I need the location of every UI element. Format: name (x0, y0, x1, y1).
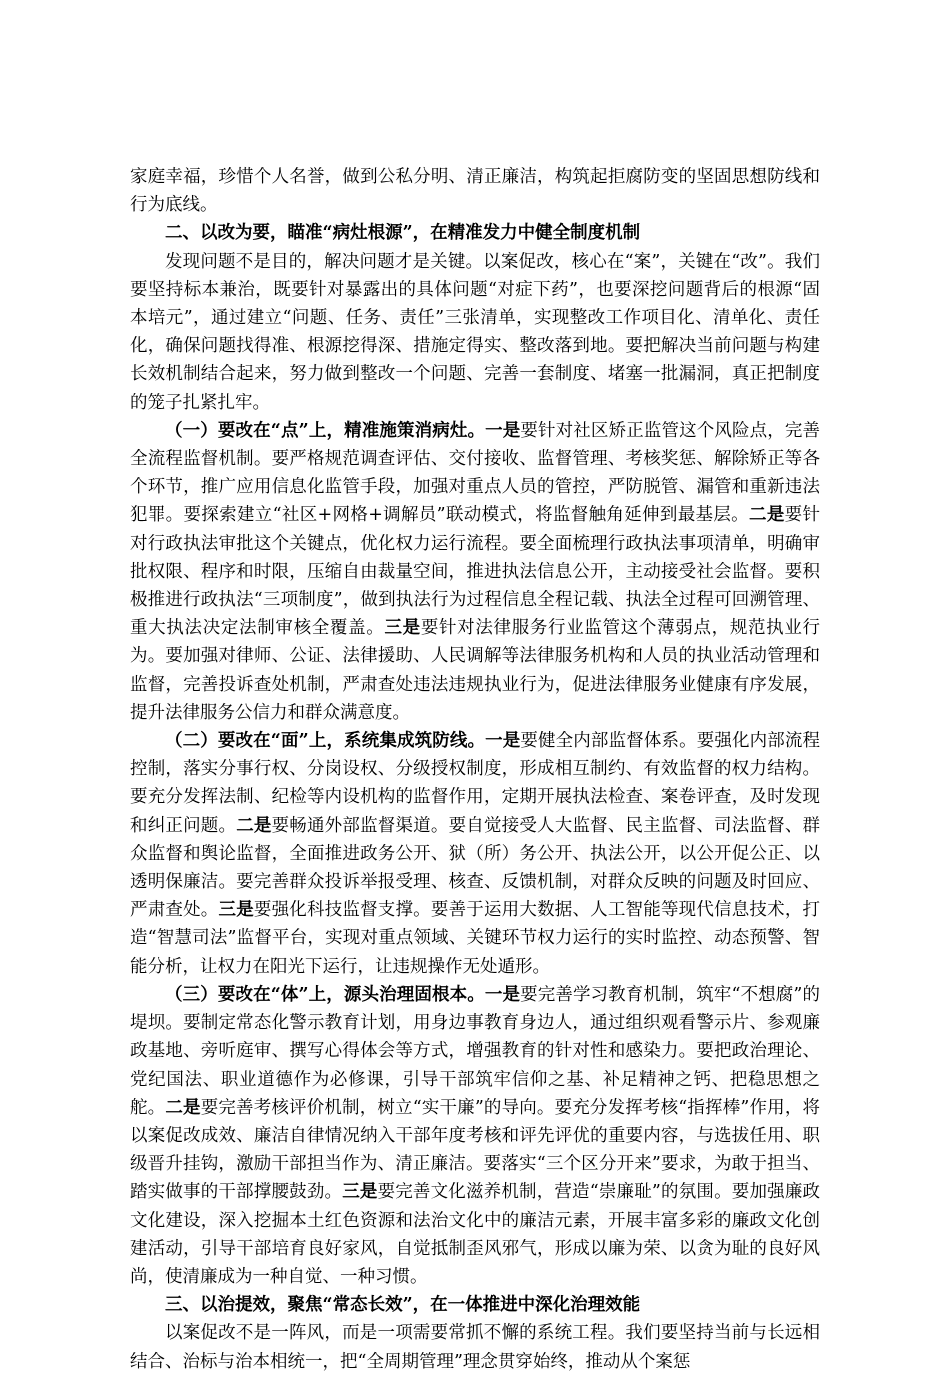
subsection-3 (130, 981, 820, 1291)
point-marker: 二是 (236, 815, 272, 836)
point-text: 要完善文化滋养机制，营造“崇廉耻”的氛围。要加强廉政文化建设，深入挖掘本土红色资源和法治文化中的廉洁元素，开展丰富多彩的廉政文化创建活动，引导干部培育良好家风，自觉抵制歪风邪气，形成以廉为荣、以贪为耻的良好风尚，使清廉成为一种自觉、一种习惯。 (130, 1182, 821, 1287)
point-text: 要针对社区矫正监管这个风险点，完善全流程监督机制。要严格规范调查评估、交付接收、监督管理、考核奖惩、解除矫正等各个环节，推广应用信息化监管手段，加强对重点人员的管控，严防脱管、漏管和重新违法犯罪。要探索建立“社区+网格+调解员”联动模式，将监督触角延伸到最基层。 (130, 420, 821, 526)
point-text: 要针对法律服务行业监管这个薄弱点，规范执业行为。要加强对律师、公证、法律援助、人民调解等法律服务机构和人员的执业活动管理和监督，完善投诉查处机制，严肃查处违法违规执业行为，促进法律服务业健康有序发展，提升法律服务公信力和群众满意度。 (130, 618, 821, 723)
continuation-paragraph: 家庭幸福，珍惜个人名誉，做到公私分明、清正廉洁，构筑起拒腐防变的坚固思想防线和行为底线。 (130, 167, 820, 216)
point-text: 要完善学习教育机制，筑牢“不想腐”的堤坝。要制定常态化警示教育计划，用身边事教育身边人，通过组织观看警示片、参观廉政基地、旁听庭审、撰写心得体会等方式，增强教育的针对性和感染力。要把政治理论、党纪国法、职业道德作为必修课，引导干部筑牢信仰之基、补足精神之钙、把稳思想之舵。 (130, 984, 820, 1118)
point-text: 要畅通外部监督渠道。要自觉接受人大监督、民主监督、司法监督、群众监督和舆论监督，全面推进政务公开、狱（所）务公开、执法公开，以公开促公正、以透明保廉洁。要完善群众投诉举报受理、核查、反馈机制，对群众反映的问题及时回应、严肃查处。 (130, 815, 821, 921)
point-marker: 一是 (485, 420, 521, 441)
subsection-1 (130, 417, 820, 727)
point-marker: 二是 (749, 505, 785, 526)
point-marker: 三是 (384, 618, 421, 639)
section-2-intro: 发现问题不是目的，解决问题才是关键。以案促改，核心在“案”，关键在“改”。我们要坚持标本兼治，既要针对暴露出的具体问题“对症下药”，也要深挖问题背后的根源“固本培元”，通过建立“问题、任务、责任”三张清单，实现整改工作项目化、清单化、责任化，确保问题找得准、根源挖得深、措施定得实、整改落到地。要把解决当前问题与构建长效机制结合起来，努力做到整改一个问题、完善一套制度、堵塞一批漏洞，真正把制度的笼子扎紧扎牢。 (130, 251, 820, 413)
subsection-2 (130, 727, 820, 981)
point-text: 要完善考核评价机制，树立“实干廉”的导向。要充分发挥考核“指挥棒”作用，将以案促改成效、廉洁自律情况纳入干部年度考核和评先评优的重要内容，与选拔任用、职级晋升挂钩，激励干部担当作为、清正廉洁。要落实“三个区分开来”要求，为敢于担当、踏实做事的干部撑腰鼓劲。 (130, 1097, 821, 1203)
subsection-1-heading: （一）要改在“点”上，精准施策消病灶。 (165, 420, 486, 441)
point-marker: 三是 (342, 1182, 378, 1203)
point-marker: 一是 (485, 731, 521, 752)
point-text: 要针对行政执法审批这个关键点，优化权力运行流程。要全面梳理行政执法事项清单，明确审批权限、程序和时限，压缩自由裁量空间，推进执法信息公开，主动接受社会监督。要积极推进行政执法“三项制度”，做到执法行为过程信息全程记载、执法全过程可回溯管理、重大执法决定法制审核全覆盖。 (130, 505, 820, 639)
point-marker: 二是 (165, 1097, 201, 1118)
section-2-heading: 二、以改为要，瞄准“病灶根源”，在精准发力中健全制度机制 (165, 223, 641, 244)
section-3-intro: 以案促改不是一阵风，而是一项需要常抓不懈的系统工程。我们要坚持当前与长远相结合、治标与治本相统一，把“全周期管理”理念贯穿始终，推动从个案惩 (130, 1323, 820, 1372)
document-page (130, 163, 820, 1376)
point-marker: 三是 (218, 900, 254, 921)
point-text: 要健全内部监督体系。要强化内部流程控制，落实分事行权、分岗设权、分级授权制度，形成相互制约、有效监督的权力结构。要充分发挥法制、纪检等内设机构的监督作用，定期开展执法检查、案卷评查，及时发现和纠正问题。 (130, 731, 821, 836)
section-3-heading: 三、以治提效，聚焦“常态长效”，在一体推进中深化治理效能 (165, 1295, 641, 1316)
point-text: 要强化科技监督支撑。要善于运用大数据、人工智能等现代信息技术，打造“智慧司法”监督平台，实现对重点领域、关键环节权力运行的实时监控、动态预警、智能分析，让权力在阳光下运行，让违规操作无处遁形。 (130, 900, 821, 977)
subsection-3-heading: （三）要改在“体”上，源头治理固根本。 (165, 984, 485, 1005)
point-marker: 一是 (484, 984, 521, 1005)
subsection-2-heading: （二）要改在“面”上，系统集成筑防线。 (165, 731, 486, 752)
